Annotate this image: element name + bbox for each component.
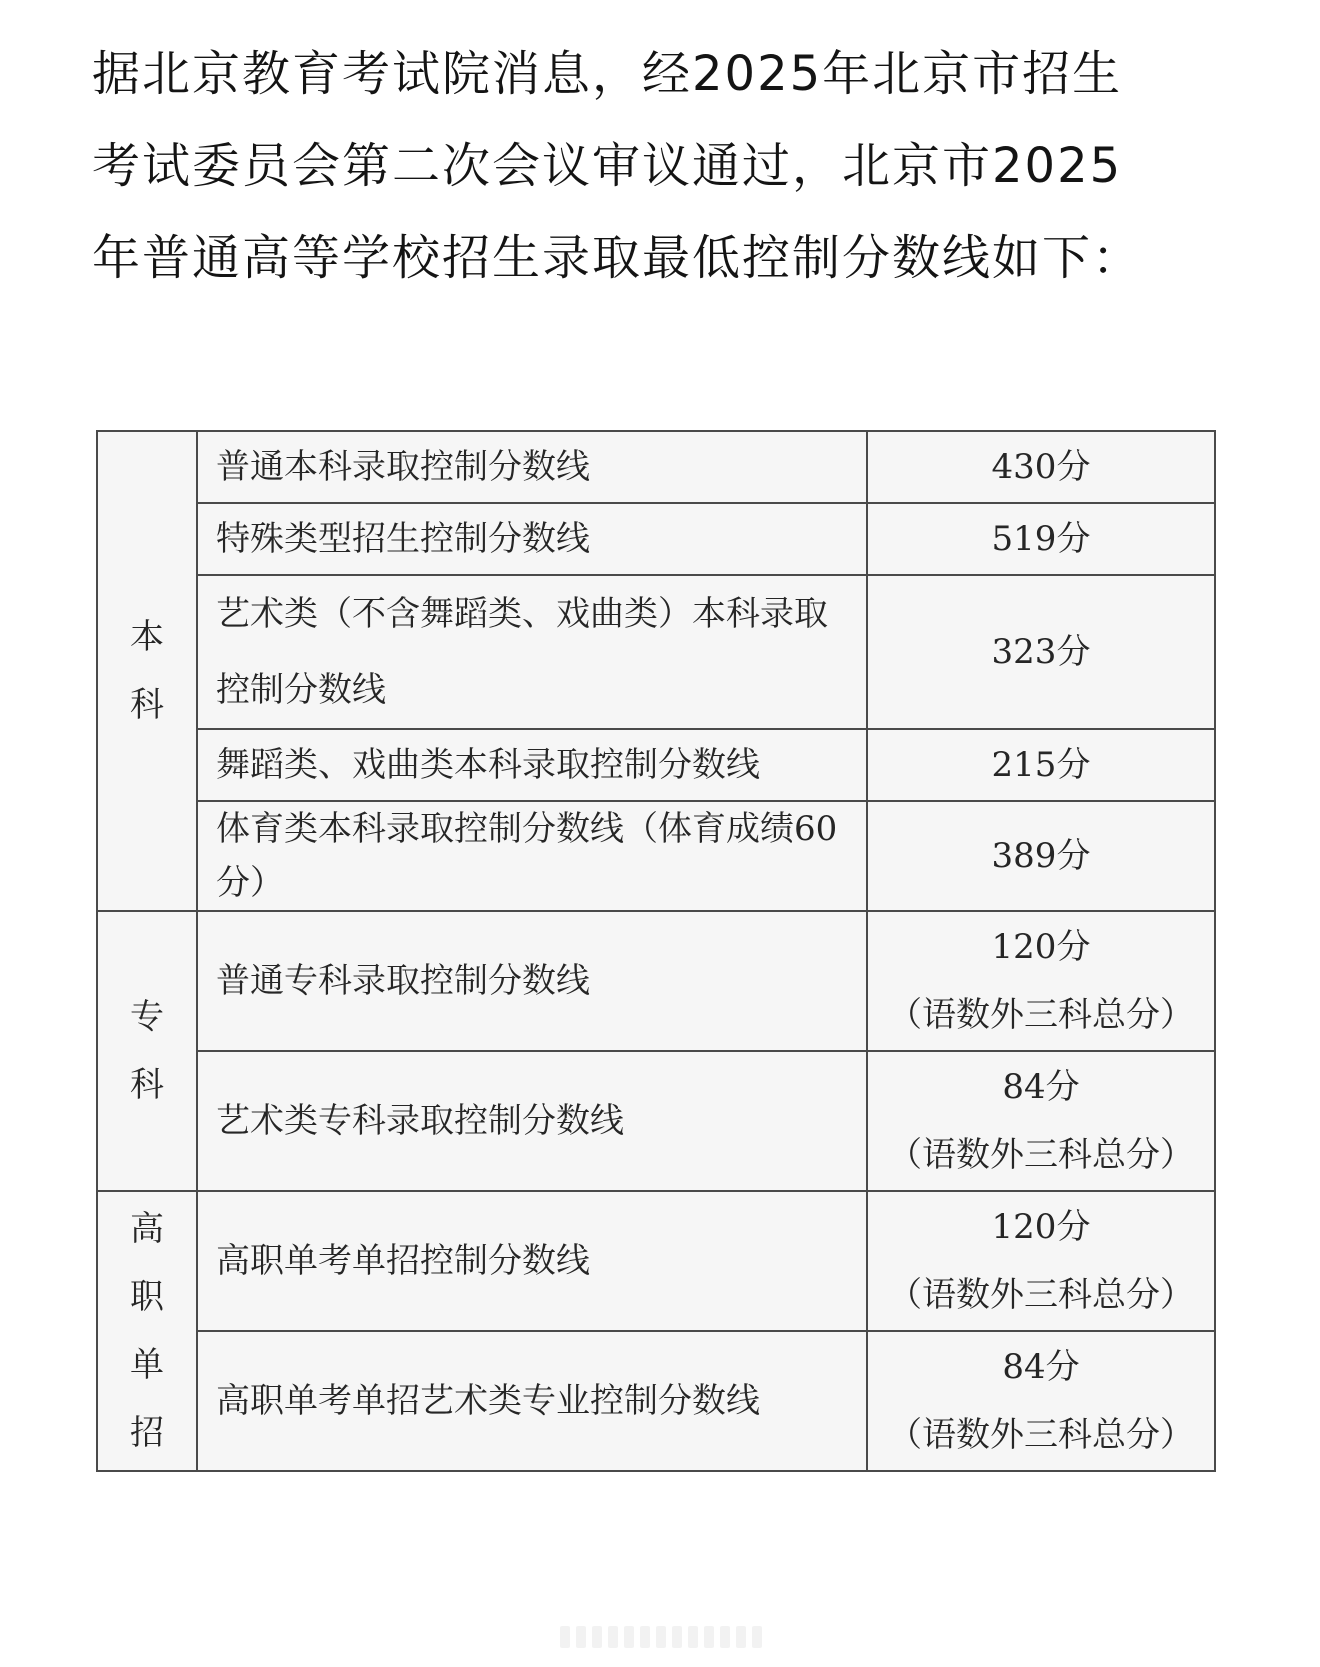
row-label: 普通专科录取控制分数线 bbox=[197, 911, 867, 1051]
row-value: 430分 bbox=[867, 431, 1215, 503]
row-value: 120分 bbox=[991, 927, 1091, 967]
row-value-cell bbox=[867, 1331, 1215, 1471]
row-label: 舞蹈类、戏曲类本科录取控制分数线 bbox=[197, 729, 867, 801]
row-value-note: （语数外三科总分） bbox=[888, 1415, 1194, 1455]
row-value-cell bbox=[867, 911, 1215, 1051]
table-row bbox=[97, 1051, 1215, 1191]
row-label: 普通本科录取控制分数线 bbox=[197, 431, 867, 503]
table-row bbox=[97, 1191, 1215, 1331]
row-value-note: （语数外三科总分） bbox=[888, 995, 1194, 1035]
category-cell-vocational: 高 职 单 招 bbox=[97, 1191, 197, 1471]
row-value: 389分 bbox=[867, 801, 1215, 911]
row-value: 120分 bbox=[991, 1207, 1091, 1247]
table-row bbox=[97, 575, 1215, 729]
row-label: 艺术类（不含舞蹈类、戏曲类）本科录取控制分数线 bbox=[197, 575, 867, 729]
row-value-cell bbox=[867, 1051, 1215, 1191]
table-row bbox=[97, 801, 1215, 911]
row-label: 特殊类型招生控制分数线 bbox=[197, 503, 867, 575]
table-row bbox=[97, 911, 1215, 1051]
row-value-cell bbox=[867, 1191, 1215, 1331]
intro-line: 考试委员会第二次会议审议通过，北京市2025 bbox=[92, 138, 1123, 194]
row-label: 高职单考单招控制分数线 bbox=[197, 1191, 867, 1331]
intro-line: 年普通高等学校招生录取最低控制分数线如下： bbox=[92, 230, 1143, 286]
watermark-dots bbox=[560, 1626, 762, 1650]
row-value: 519分 bbox=[867, 503, 1215, 575]
row-label: 艺术类专科录取控制分数线 bbox=[197, 1051, 867, 1191]
row-value: 323分 bbox=[867, 575, 1215, 729]
row-value-note: （语数外三科总分） bbox=[888, 1135, 1194, 1175]
row-label: 体育类本科录取控制分数线（体育成绩60分） bbox=[197, 801, 867, 911]
row-value-note: （语数外三科总分） bbox=[888, 1275, 1194, 1315]
row-value: 84分 bbox=[1002, 1067, 1080, 1107]
score-table bbox=[96, 430, 1216, 1472]
table-row bbox=[97, 1331, 1215, 1471]
row-label: 高职单考单招艺术类专业控制分数线 bbox=[197, 1331, 867, 1471]
intro-line: 据北京教育考试院消息，经2025年北京市招生 bbox=[92, 46, 1123, 102]
row-value: 215分 bbox=[867, 729, 1215, 801]
row-value: 84分 bbox=[1002, 1347, 1080, 1387]
intro-paragraph bbox=[92, 28, 1222, 304]
table-row bbox=[97, 431, 1215, 503]
table-row bbox=[97, 503, 1215, 575]
category-cell-undergraduate: 本 科 bbox=[97, 431, 197, 911]
table-row bbox=[97, 729, 1215, 801]
category-cell-junior-college: 专 科 bbox=[97, 911, 197, 1191]
